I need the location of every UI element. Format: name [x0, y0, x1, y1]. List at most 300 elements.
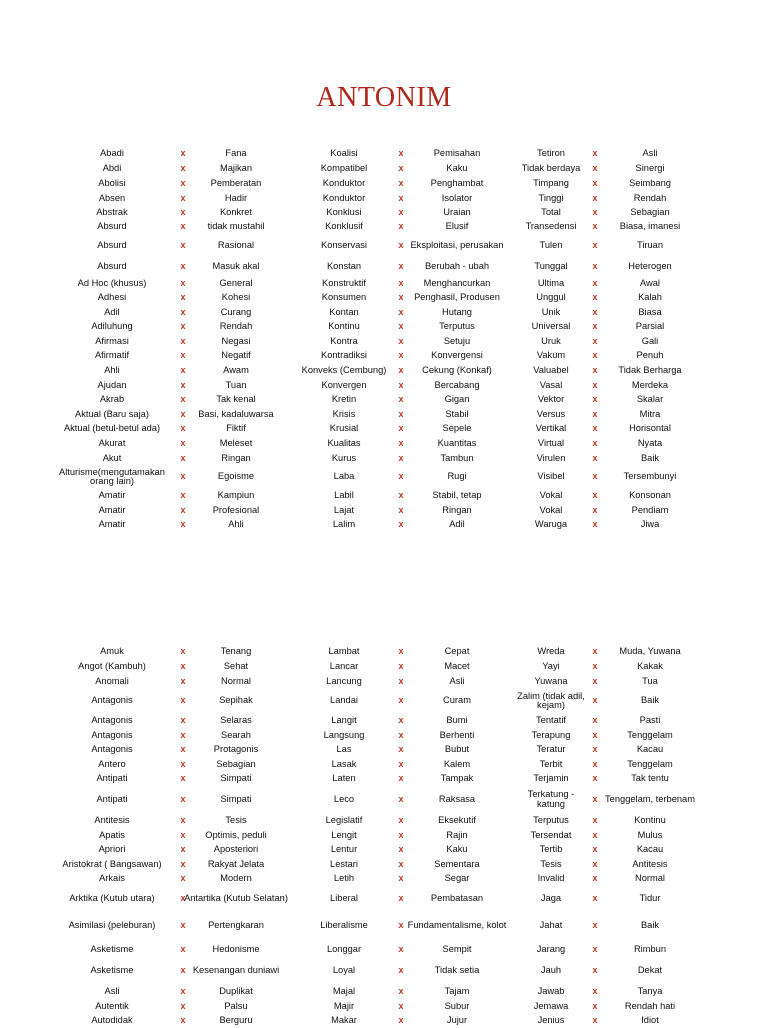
word-cell: Negatif: [221, 350, 251, 361]
word-cell: Segar: [444, 873, 470, 884]
x-mark: x: [398, 744, 404, 755]
word-cell: Kaku: [446, 844, 468, 855]
x-mark: x: [180, 858, 186, 869]
table-row: [0, 843, 768, 857]
word-cell: Negasi: [221, 335, 251, 346]
x-mark: x: [180, 793, 186, 804]
x-mark: x: [398, 261, 404, 272]
word-cell: Searah: [221, 729, 251, 740]
word-cell: Unggul: [536, 292, 566, 303]
word-cell: Penghasil, Produsen: [414, 292, 500, 303]
word-cell: Idiot: [641, 1015, 659, 1026]
word-cell: Konkret: [219, 207, 253, 218]
x-mark: x: [592, 985, 598, 996]
table-row: [0, 363, 768, 378]
x-mark: x: [398, 729, 404, 740]
x-mark: x: [180, 773, 186, 784]
table-row: [0, 674, 768, 689]
word-cell: Subur: [444, 1001, 470, 1012]
x-mark: x: [398, 943, 404, 954]
x-mark: x: [398, 773, 404, 784]
word-cell: Aposteriori: [213, 844, 259, 855]
word-cell: Sementara: [434, 858, 480, 869]
word-cell: Berguru: [219, 1015, 253, 1026]
table-row: [0, 689, 768, 713]
x-mark: x: [180, 240, 186, 251]
word-cell: Valuabel: [533, 364, 569, 375]
x-mark: x: [398, 207, 404, 218]
x-mark: x: [592, 452, 598, 463]
x-mark: x: [398, 306, 404, 317]
word-cell: Berubah - ubah: [424, 261, 490, 272]
word-cell: Stabil: [445, 408, 469, 419]
word-cell: Parsial: [635, 321, 665, 332]
word-cell: Tuan: [225, 379, 247, 390]
x-mark: x: [592, 660, 598, 671]
x-mark: x: [398, 814, 404, 825]
word-cell: Tersendat: [530, 829, 572, 840]
x-mark: x: [180, 505, 186, 516]
page-title: ANTONIM: [316, 82, 452, 113]
word-cell: Apriori: [98, 844, 126, 855]
x-mark: x: [592, 471, 598, 482]
word-cell: Palsu: [224, 1001, 248, 1012]
word-cell: Ultima: [537, 277, 565, 288]
word-cell: Stabil, tetap: [432, 490, 482, 501]
word-cell: Kuantitas: [437, 437, 477, 448]
word-cell: Longgar: [326, 943, 362, 954]
x-mark: x: [180, 744, 186, 755]
x-mark: x: [398, 192, 404, 203]
word-cell: Gali: [641, 335, 659, 346]
x-mark: x: [398, 277, 404, 288]
x-mark: x: [180, 437, 186, 448]
word-cell: Aktual (betul-betul ada): [63, 423, 161, 434]
x-mark: x: [398, 1001, 404, 1012]
word-cell: Tidak berdaya: [521, 162, 581, 173]
x-mark: x: [592, 873, 598, 884]
word-cell: Duplikat: [219, 985, 253, 996]
word-cell: Masuk akal: [212, 261, 260, 272]
word-cell: Konvergensi: [431, 350, 483, 361]
word-cell: Konveks (Cembung): [301, 364, 387, 375]
word-cell: Eksekutif: [438, 814, 476, 825]
table-row: [0, 886, 768, 912]
table-row: [0, 940, 768, 959]
word-cell: Menghancurkan: [423, 277, 491, 288]
table-row: [0, 436, 768, 451]
word-cell: Leco: [333, 793, 355, 804]
x-mark: x: [398, 829, 404, 840]
x-mark: x: [180, 695, 186, 706]
word-cell: Rendah hati: [624, 1001, 676, 1012]
x-mark: x: [398, 321, 404, 332]
word-cell: Abadi: [100, 147, 124, 158]
word-cell: Horisontal: [629, 423, 671, 434]
table-row: [0, 659, 768, 674]
word-cell: Tak tentu: [631, 773, 669, 784]
x-mark: x: [180, 350, 186, 361]
word-cell: Terkatung - katung: [527, 789, 575, 809]
x-mark: x: [592, 192, 598, 203]
x-mark: x: [180, 162, 186, 173]
x-mark: x: [398, 177, 404, 188]
x-mark: x: [398, 793, 404, 804]
table-row: [0, 176, 768, 191]
word-cell: Raksasa: [438, 793, 476, 804]
table-row: [0, 407, 768, 422]
word-cell: Antagonis: [91, 714, 133, 725]
word-cell: Baik: [640, 452, 660, 463]
table-row: [0, 518, 768, 532]
word-cell: Konstruktif: [322, 277, 366, 288]
word-cell: Absurd: [97, 240, 127, 251]
word-cell: Skalar: [636, 394, 664, 405]
table-row: [0, 422, 768, 436]
word-cell: Jahat: [539, 920, 563, 931]
word-cell: Legislatif: [325, 814, 363, 825]
x-mark: x: [398, 292, 404, 303]
word-cell: Adil: [104, 306, 120, 317]
x-mark: x: [180, 1001, 186, 1012]
x-mark: x: [592, 394, 598, 405]
x-mark: x: [180, 660, 186, 671]
word-cell: Ajudan: [97, 379, 127, 390]
x-mark: x: [180, 221, 186, 232]
word-cell: Egoisme: [217, 471, 255, 482]
word-cell: Antero: [98, 758, 126, 769]
word-cell: Kontinu: [634, 814, 666, 825]
word-cell: Seimbang: [629, 177, 671, 188]
word-cell: Macet: [444, 660, 470, 671]
word-cell: Asketisme: [90, 965, 134, 976]
x-mark: x: [180, 646, 186, 657]
word-cell: Fana: [225, 147, 247, 158]
x-mark: x: [592, 147, 598, 158]
word-cell: Curam: [443, 695, 471, 706]
x-mark: x: [592, 364, 598, 375]
table-row: [0, 334, 768, 349]
word-cell: Heterogen: [628, 261, 672, 272]
word-cell: Vakum: [536, 350, 566, 361]
x-mark: x: [592, 646, 598, 657]
x-mark: x: [398, 675, 404, 686]
word-cell: Sehat: [223, 660, 249, 671]
word-cell: Baik: [640, 695, 660, 706]
table-row: [0, 305, 768, 320]
word-cell: Adil: [449, 519, 465, 530]
word-cell: Kohesi: [221, 292, 251, 303]
word-cell: Lambat: [328, 646, 360, 657]
x-mark: x: [592, 292, 598, 303]
word-cell: Langsung: [323, 729, 365, 740]
word-cell: Sepihak: [219, 695, 253, 706]
word-cell: Arktika (Kutub utara): [69, 893, 155, 904]
word-cell: Tiruan: [636, 240, 663, 251]
word-cell: Kesenangan duniawi: [192, 965, 280, 976]
x-mark: x: [180, 519, 186, 530]
x-mark: x: [180, 490, 186, 501]
word-cell: Asli: [104, 985, 120, 996]
word-cell: Wreda: [537, 646, 565, 657]
word-cell: Vokal: [539, 505, 563, 516]
word-cell: Merdeka: [631, 379, 669, 390]
x-mark: x: [398, 490, 404, 501]
word-cell: Rugi: [447, 471, 467, 482]
word-cell: Dekat: [637, 965, 663, 976]
x-mark: x: [180, 452, 186, 463]
word-cell: Eksploitasi, perusakan: [410, 240, 504, 251]
word-cell: Tua: [642, 675, 658, 686]
word-cell: Lengit: [331, 829, 357, 840]
word-cell: Anomali: [95, 675, 129, 686]
word-cell: Absen: [98, 192, 126, 203]
word-cell: Curang: [220, 306, 252, 317]
table-row: [0, 378, 768, 393]
word-cell: Tenggelam, terbenam: [605, 793, 695, 804]
word-cell: Fiktif: [226, 423, 246, 434]
x-mark: x: [180, 147, 186, 158]
x-mark: x: [180, 261, 186, 272]
x-mark: x: [592, 943, 598, 954]
word-cell: Kontinu: [328, 321, 360, 332]
word-cell: Amatir: [98, 505, 126, 516]
word-cell: Bumi: [446, 714, 468, 725]
word-cell: Sepele: [442, 423, 472, 434]
x-mark: x: [592, 1001, 598, 1012]
word-cell: Asli: [642, 147, 658, 158]
x-mark: x: [398, 162, 404, 173]
x-mark: x: [592, 773, 598, 784]
table-row: [0, 728, 768, 743]
word-cell: Tidak Berharga: [618, 364, 682, 375]
word-cell: Kacau: [636, 844, 664, 855]
word-cell: Vertikal: [535, 423, 567, 434]
table-row: [0, 504, 768, 518]
x-mark: x: [180, 873, 186, 884]
word-cell: Simpati: [220, 793, 252, 804]
word-cell: Tinggi: [538, 192, 564, 203]
x-mark: x: [592, 261, 598, 272]
word-cell: Abdi: [102, 162, 122, 173]
word-cell: Ringan: [221, 452, 251, 463]
x-mark: x: [180, 965, 186, 976]
word-cell: Bubut: [444, 744, 470, 755]
word-cell: Amatir: [98, 519, 126, 530]
word-cell: Antartika (Kutub Selatan): [184, 893, 288, 904]
word-cell: Rajin: [446, 829, 468, 840]
word-cell: Tambun: [440, 452, 474, 463]
word-cell: Konduktor: [322, 177, 366, 188]
word-cell: Antagonis: [91, 744, 133, 755]
word-cell: Tertib: [539, 844, 563, 855]
word-cell: Krusial: [329, 423, 359, 434]
table-row: [0, 959, 768, 983]
word-cell: Tetiron: [537, 147, 565, 158]
table-row: [0, 983, 768, 1000]
word-cell: Adhesi: [97, 292, 127, 303]
word-cell: Uraian: [443, 207, 471, 218]
x-mark: x: [180, 192, 186, 203]
word-cell: Nyata: [637, 437, 663, 448]
word-cell: Jaga: [540, 893, 562, 904]
x-mark: x: [398, 844, 404, 855]
x-mark: x: [592, 729, 598, 740]
word-cell: Lancar: [329, 660, 359, 671]
word-cell: Sinergi: [635, 162, 665, 173]
word-cell: Kacau: [636, 744, 664, 755]
x-mark: x: [592, 240, 598, 251]
x-mark: x: [592, 437, 598, 448]
word-cell: Protagonis: [213, 744, 259, 755]
word-cell: Terputus: [533, 814, 569, 825]
word-cell: Antagonis: [91, 729, 133, 740]
word-cell: Antipati: [96, 773, 128, 784]
table-row: [0, 912, 768, 940]
word-cell: Kalah: [638, 292, 662, 303]
word-cell: Autodidak: [91, 1015, 133, 1026]
word-cell: Berhenti: [439, 729, 475, 740]
x-mark: x: [180, 714, 186, 725]
word-cell: Konduktor: [322, 192, 366, 203]
table-row: [0, 451, 768, 466]
word-cell: Lajat: [333, 505, 355, 516]
table-row: [0, 757, 768, 772]
word-cell: Hutang: [442, 306, 472, 317]
word-cell: Baik: [640, 920, 660, 931]
x-mark: x: [398, 335, 404, 346]
word-cell: Basi, kadaluwarsa: [198, 408, 274, 419]
x-mark: x: [398, 714, 404, 725]
x-mark: x: [592, 408, 598, 419]
table-row: [0, 645, 768, 659]
word-cell: Adiluhung: [91, 321, 133, 332]
word-cell: Biasa, imanesi: [619, 221, 681, 232]
x-mark: x: [398, 873, 404, 884]
x-mark: x: [592, 844, 598, 855]
word-cell: Rasional: [217, 240, 255, 251]
word-cell: Invalid: [537, 873, 565, 884]
word-cell: Lentur: [330, 844, 358, 855]
x-mark: x: [180, 675, 186, 686]
x-mark: x: [180, 408, 186, 419]
word-cell: Visibel: [537, 471, 565, 482]
word-cell: Konvergen: [321, 379, 367, 390]
table-row: [0, 291, 768, 305]
table-row: [0, 488, 768, 504]
word-cell: Tidak setia: [434, 965, 480, 976]
x-mark: x: [398, 1015, 404, 1026]
x-mark: x: [398, 408, 404, 419]
word-cell: Uruk: [541, 335, 561, 346]
x-mark: x: [592, 277, 598, 288]
x-mark: x: [180, 814, 186, 825]
x-mark: x: [398, 364, 404, 375]
x-mark: x: [592, 758, 598, 769]
word-cell: Angot (Kambuh): [78, 660, 146, 671]
word-cell: Konservasi: [321, 240, 367, 251]
x-mark: x: [592, 829, 598, 840]
word-cell: Afirmatif: [94, 350, 130, 361]
word-cell: Awal: [640, 277, 660, 288]
word-cell: Hedonisme: [212, 943, 260, 954]
x-mark: x: [592, 177, 598, 188]
word-cell: Kontra: [330, 335, 358, 346]
table-row: [0, 349, 768, 363]
word-cell: Tulen: [539, 240, 563, 251]
word-cell: Ringan: [442, 505, 472, 516]
x-mark: x: [398, 505, 404, 516]
table-row: [0, 191, 768, 206]
x-mark: x: [398, 758, 404, 769]
word-cell: Jiwa: [640, 519, 660, 530]
x-mark: x: [592, 714, 598, 725]
x-mark: x: [180, 471, 186, 482]
word-cell: Pemberatan: [210, 177, 262, 188]
x-mark: x: [180, 379, 186, 390]
word-cell: Pendiam: [631, 505, 669, 516]
x-mark: x: [398, 437, 404, 448]
x-mark: x: [398, 379, 404, 390]
x-mark: x: [592, 423, 598, 434]
word-cell: Penuh: [636, 350, 664, 361]
word-cell: Tesis: [225, 814, 247, 825]
word-cell: Ad Hoc (khusus): [77, 277, 147, 288]
x-mark: x: [180, 292, 186, 303]
word-cell: Gigan: [444, 394, 470, 405]
word-cell: Profesional: [212, 505, 260, 516]
x-mark: x: [592, 893, 598, 904]
x-mark: x: [398, 646, 404, 657]
word-cell: Normal: [221, 675, 251, 686]
word-cell: Abolisi: [98, 177, 126, 188]
word-cell: Absurd: [97, 261, 127, 272]
word-cell: Modern: [220, 873, 252, 884]
word-cell: Unik: [541, 306, 561, 317]
word-cell: Liberalisme: [320, 920, 368, 931]
word-cell: Cepat: [444, 646, 470, 657]
table-row: [0, 828, 768, 843]
x-mark: x: [398, 452, 404, 463]
word-cell: Kontradiksi: [321, 350, 367, 361]
table-row: [0, 813, 768, 828]
word-cell: Alturisme(mengutamakan orang lain): [59, 466, 165, 486]
word-cell: Antitesis: [632, 858, 668, 869]
word-cell: Cekung (Konkaf): [422, 364, 492, 375]
word-cell: Versus: [536, 408, 566, 419]
word-cell: Afirmasi: [95, 335, 129, 346]
x-mark: x: [398, 695, 404, 706]
word-cell: Jarang: [536, 943, 566, 954]
x-mark: x: [398, 893, 404, 904]
x-mark: x: [180, 829, 186, 840]
word-cell: Asimilasi (peleburan): [68, 920, 156, 931]
table-row: [0, 713, 768, 728]
x-mark: x: [592, 675, 598, 686]
x-mark: x: [398, 471, 404, 482]
x-mark: x: [180, 985, 186, 996]
word-cell: Pasti: [639, 714, 661, 725]
x-mark: x: [592, 744, 598, 755]
word-cell: Bercabang: [434, 379, 480, 390]
word-cell: Tersembunyi: [623, 471, 677, 482]
word-cell: Koalisi: [330, 147, 358, 158]
word-cell: Terjamin: [533, 773, 569, 784]
word-cell: Konsonan: [629, 490, 671, 501]
word-cell: Arkais: [99, 873, 125, 884]
x-mark: x: [592, 221, 598, 232]
word-cell: Akut: [102, 452, 122, 463]
